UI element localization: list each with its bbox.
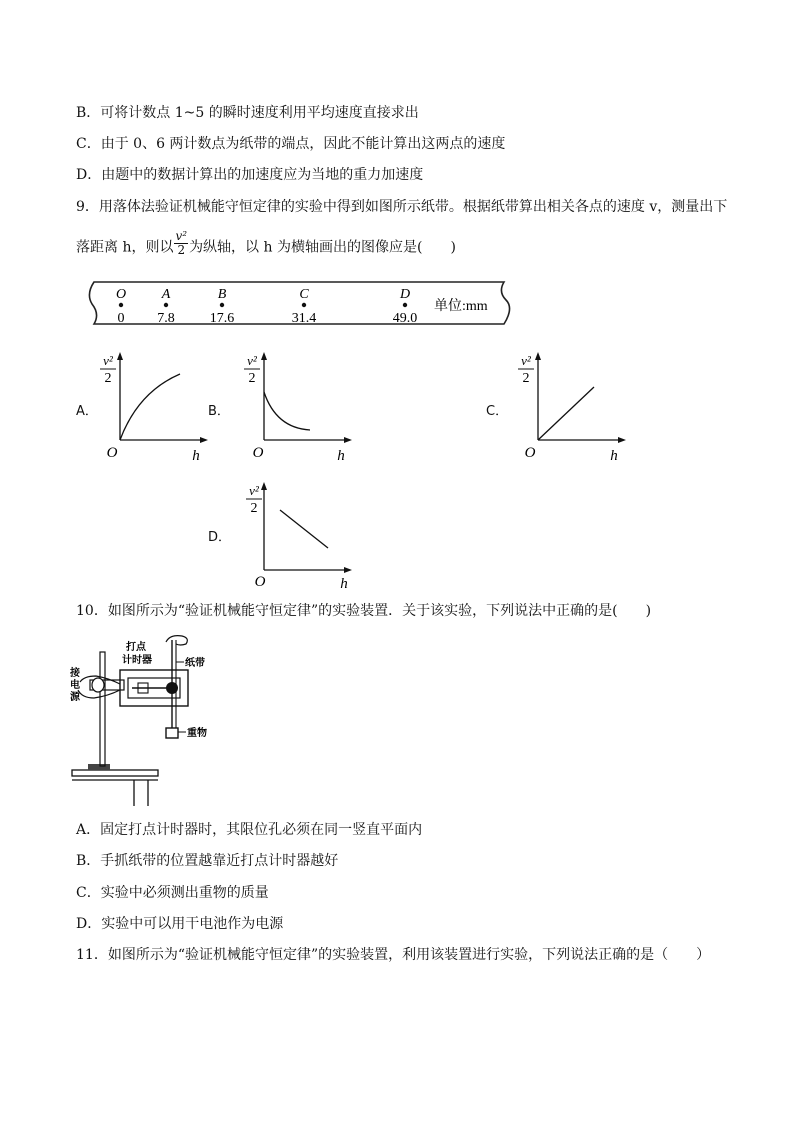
graph-a-origin: O: [106, 445, 118, 461]
graph-b-ylabel-num: v²: [247, 353, 257, 368]
tape-point-label-d: D: [399, 287, 411, 302]
q10-apparatus-figure: [68, 632, 228, 808]
graph-c-line: [538, 387, 594, 440]
graph-b-y-arrow: [261, 352, 267, 360]
graph-d-origin: O: [254, 574, 266, 590]
stand-rod: [100, 652, 105, 766]
tape-point-value-c: 31.4: [291, 311, 317, 326]
graph-d-x-arrow: [344, 567, 352, 573]
q10-stem: 10．如图所示为“验证机械能守恒定律”的实验装置．关于该实验，下列说法中正确的是( ): [76, 603, 652, 619]
label-power-1: 接: [70, 668, 80, 679]
tape-dot-c: [302, 303, 306, 307]
tape-point-value-o: 0: [117, 311, 125, 326]
graph-a-y-arrow: [117, 352, 123, 360]
graph-a-ylabel-den: 2: [104, 371, 112, 386]
graph-a-xlabel: h: [192, 448, 200, 464]
q11-stem: 11．如图所示为“验证机械能守恒定律”的实验装置，利用该装置进行实验，下列说法正确的是（ ）: [76, 947, 711, 963]
q9-stem-line1: 9．用落体法验证机械能守恒定律的实验中得到如图所示纸带。根据纸带算出相关各点的速度 v，测量出下: [76, 199, 728, 215]
tape-dot-b: [220, 303, 224, 307]
tape-point-label-a: A: [161, 287, 171, 302]
tape-unit-label: 单位:mm: [434, 299, 488, 314]
q9-frac-den: 2: [177, 243, 186, 257]
clamp-knob: [92, 678, 104, 692]
q10-option-a: A．固定打点计时器时，其限位孔必须在同一竖直平面内: [76, 822, 423, 838]
label-tape: 纸带: [185, 658, 205, 669]
q9-graph-b: [240, 350, 355, 465]
graph-c-xlabel: h: [610, 448, 618, 464]
q9-graph-b-letter: B．: [208, 404, 230, 419]
q10-option-d: D．实验中可以用干电池作为电源: [76, 916, 284, 932]
q9-graph-d: [240, 478, 355, 593]
graph-c-x-arrow: [618, 437, 626, 443]
tape-point-value-a: 7.8: [157, 311, 175, 326]
graph-a-x-arrow: [200, 437, 208, 443]
graph-d-ylabel-num: v²: [249, 483, 259, 498]
hand: [166, 636, 187, 645]
graph-a-ylabel-num: v²: [103, 353, 113, 368]
q9-graph-c: [514, 350, 629, 465]
graph-c-ylabel-num: v²: [521, 353, 531, 368]
graph-b-curve: [264, 392, 310, 430]
graph-d-line: [280, 510, 328, 548]
q9-graph-a-letter: A．: [76, 404, 98, 419]
graph-b-x-arrow: [344, 437, 352, 443]
stand-base: [88, 764, 110, 770]
tape-point-label-c: C: [299, 287, 309, 302]
q8-option-c: C．由于 0、6 两计数点为纸带的端点，因此不能计算出这两点的速度: [76, 136, 506, 152]
q9-stem-line2-pre: 落距离 h，则以: [76, 239, 174, 256]
graph-d-y-arrow: [261, 482, 267, 490]
q9-frac-num: v²: [175, 229, 188, 243]
q8-option-d: D．由题中的数据计算出的加速度应为当地的重力加速度: [76, 167, 424, 183]
tape-point-value-d: 49.0: [392, 311, 418, 326]
tape-dot-a: [164, 303, 168, 307]
graph-a-curve: [120, 374, 180, 440]
tape-dot-o: [119, 303, 123, 307]
graph-d-ylabel-den: 2: [250, 501, 258, 516]
graph-d-xlabel: h: [340, 576, 348, 592]
q9-graph-a: [96, 350, 211, 465]
weight-block: [166, 728, 178, 738]
graph-c-ylabel-den: 2: [522, 371, 530, 386]
label-timer-1: 打点: [126, 642, 146, 653]
label-weight: 重物: [187, 728, 207, 739]
q9-stem-fraction: [174, 230, 188, 257]
tape-point-value-b: 17.6: [209, 311, 235, 326]
q9-paper-tape-figure: [84, 278, 514, 330]
graph-c-y-arrow: [535, 352, 541, 360]
q9-stem-line2-post: 为纵轴，以 h 为横轴画出的图像应是( ): [189, 239, 456, 256]
tape-point-label-b: B: [217, 287, 227, 302]
q9-graph-c-letter: C．: [486, 404, 509, 419]
q8-option-b: B．可将计数点 1~5 的瞬时速度利用平均速度直接求出: [76, 105, 419, 121]
q9-stem-line2: [76, 229, 456, 261]
table-top: [72, 770, 158, 776]
tape-dot-d: [403, 303, 407, 307]
label-power-2: 电: [70, 680, 80, 691]
q10-option-c: C．实验中必须测出重物的质量: [76, 885, 269, 901]
label-power-3: 源: [70, 692, 80, 703]
graph-b-ylabel-den: 2: [248, 371, 256, 386]
graph-b-origin: O: [252, 445, 264, 461]
graph-c-origin: O: [524, 445, 536, 461]
q9-graph-d-letter: D．: [208, 530, 232, 545]
graph-b-xlabel: h: [337, 448, 345, 464]
q10-option-b: B．手抓纸带的位置越靠近打点计时器越好: [76, 853, 339, 869]
label-timer-2: 计时器: [122, 655, 152, 666]
tape-point-label-o: O: [115, 287, 127, 302]
